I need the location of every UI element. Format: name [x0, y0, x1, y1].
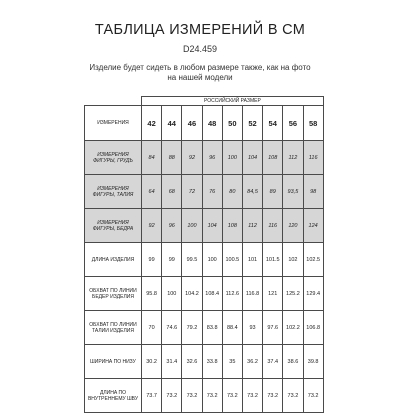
measurement-cell: 83.8	[202, 311, 222, 345]
measurement-cell: 104	[202, 209, 222, 243]
measurement-cell: 100.5	[222, 243, 242, 277]
measurement-cell: 84,5	[242, 175, 262, 209]
measurement-cell: 121	[263, 277, 283, 311]
measurement-cell: 102.2	[283, 311, 303, 345]
measurement-cell: 102	[283, 243, 303, 277]
measurement-cell: 37.4	[263, 345, 283, 379]
measurement-cell: 99.5	[182, 243, 202, 277]
size-header: 56	[283, 106, 303, 141]
measurement-cell: 98	[303, 175, 323, 209]
row-label: ДЛИНА ИЗДЕЛИЯ	[85, 243, 142, 277]
measurement-cell: 104	[242, 141, 262, 175]
measurement-cell: 92	[142, 209, 162, 243]
row-label: ИЗМЕРЕНИЯ ФИГУРЫ, ГРУДЬ	[85, 141, 142, 175]
measurement-cell: 88	[162, 141, 182, 175]
measurement-cell: 73.7	[142, 379, 162, 413]
measurement-cell: 106.8	[303, 311, 323, 345]
measurement-cell: 73.2	[242, 379, 262, 413]
measurement-cell: 116	[263, 209, 283, 243]
measurement-cell: 38.6	[283, 345, 303, 379]
table-row	[85, 243, 324, 277]
table-row	[85, 175, 324, 209]
measurement-cell: 101	[242, 243, 262, 277]
page-title: ТАБЛИЦА ИЗМЕРЕНИЙ В СМ	[94, 22, 306, 38]
measurement-cell: 100	[182, 209, 202, 243]
measurement-cell: 108.4	[202, 277, 222, 311]
measurement-cell: 88.4	[222, 311, 242, 345]
measurement-cell: 97.6	[263, 311, 283, 345]
measurement-cell: 108	[222, 209, 242, 243]
product-code: D24.459	[182, 44, 218, 54]
row-label: ИЗМЕРЕНИЯ ФИГУРЫ, БЕДРА	[85, 209, 142, 243]
measurement-cell: 64	[142, 175, 162, 209]
row-label: ШИРИНА ПО НИЗУ	[85, 345, 142, 379]
table-row	[85, 209, 324, 243]
size-chart-table	[84, 96, 324, 413]
measurement-cell: 73.2	[182, 379, 202, 413]
table-row	[85, 379, 324, 413]
table-row	[85, 311, 324, 345]
measurement-cell: 99	[142, 243, 162, 277]
measurement-cell: 80	[222, 175, 242, 209]
measurement-cell: 120	[283, 209, 303, 243]
measurement-cell: 108	[263, 141, 283, 175]
measurement-cell: 125.2	[283, 277, 303, 311]
size-chart-body	[85, 141, 324, 413]
size-header: 58	[303, 106, 323, 141]
measurement-cell: 96	[202, 141, 222, 175]
measurement-cell: 73.2	[202, 379, 222, 413]
table-row	[85, 277, 324, 311]
row-label: ОБХВАТ ПО ЛИНИИ ТАЛИИ ИЗДЕЛИЯ	[85, 311, 142, 345]
measurement-cell: 95.8	[142, 277, 162, 311]
table-row	[85, 141, 324, 175]
measurement-cell: 30.2	[142, 345, 162, 379]
measurement-cell: 89	[263, 175, 283, 209]
measurement-cell: 100	[202, 243, 222, 277]
measurement-cell: 68	[162, 175, 182, 209]
fit-note: Изделие будет сидеть в любом размере также, как на фото на нашей модели	[89, 63, 311, 82]
row-label: ОБХВАТ ПО ЛИНИИ БЕДЕР ИЗДЕЛИЯ	[85, 277, 142, 311]
size-header: 42	[142, 106, 162, 141]
measurement-cell: 116	[303, 141, 323, 175]
size-header: 52	[242, 106, 262, 141]
measurement-cell: 32.6	[182, 345, 202, 379]
measurement-cell: 39.8	[303, 345, 323, 379]
header-blank-cell	[85, 97, 142, 106]
measurement-cell: 31.4	[162, 345, 182, 379]
measurement-cell: 100	[222, 141, 242, 175]
measurement-cell: 112	[283, 141, 303, 175]
measurement-cell: 99	[162, 243, 182, 277]
measurement-cell: 73.2	[162, 379, 182, 413]
size-header: 50	[222, 106, 242, 141]
measurement-cell: 36.2	[242, 345, 262, 379]
measurement-cell: 116.8	[242, 277, 262, 311]
measurement-cell: 92	[182, 141, 202, 175]
measurement-cell: 93,5	[283, 175, 303, 209]
measurement-cell: 104.2	[182, 277, 202, 311]
size-header: 54	[263, 106, 283, 141]
measurement-cell: 79.2	[182, 311, 202, 345]
measurement-cell: 35	[222, 345, 242, 379]
table-row	[85, 345, 324, 379]
measurement-cell: 112	[242, 209, 262, 243]
measurement-cell: 76	[202, 175, 222, 209]
measurement-cell: 102.5	[303, 243, 323, 277]
measurement-cell: 101.5	[263, 243, 283, 277]
measure-column-header: ИЗМЕРЕНИЯ	[85, 106, 142, 141]
measurement-cell: 74.6	[162, 311, 182, 345]
measurement-cell: 93	[242, 311, 262, 345]
row-label: ИЗМЕРЕНИЯ ФИГУРЫ, ТАЛИЯ	[85, 175, 142, 209]
measurement-cell: 72	[182, 175, 202, 209]
size-header: 44	[162, 106, 182, 141]
size-group-header: РОССИЙСКИЙ РАЗМЕР	[142, 97, 324, 106]
measurement-cell: 73.2	[263, 379, 283, 413]
measurement-cell: 73.2	[303, 379, 323, 413]
size-header: 46	[182, 106, 202, 141]
measurement-cell: 70	[142, 311, 162, 345]
measurement-cell: 84	[142, 141, 162, 175]
size-header: 48	[202, 106, 222, 141]
measurement-cell: 73.2	[283, 379, 303, 413]
measurement-cell: 96	[162, 209, 182, 243]
measurement-cell: 100	[162, 277, 182, 311]
measurement-cell: 112.6	[222, 277, 242, 311]
row-label: ДЛИНА ПО ВНУТРЕННЕМУ ШВУ	[85, 379, 142, 413]
measurement-cell: 33.8	[202, 345, 222, 379]
measurement-cell: 129.4	[303, 277, 323, 311]
measurement-cell: 124	[303, 209, 323, 243]
measurement-cell: 73.2	[222, 379, 242, 413]
